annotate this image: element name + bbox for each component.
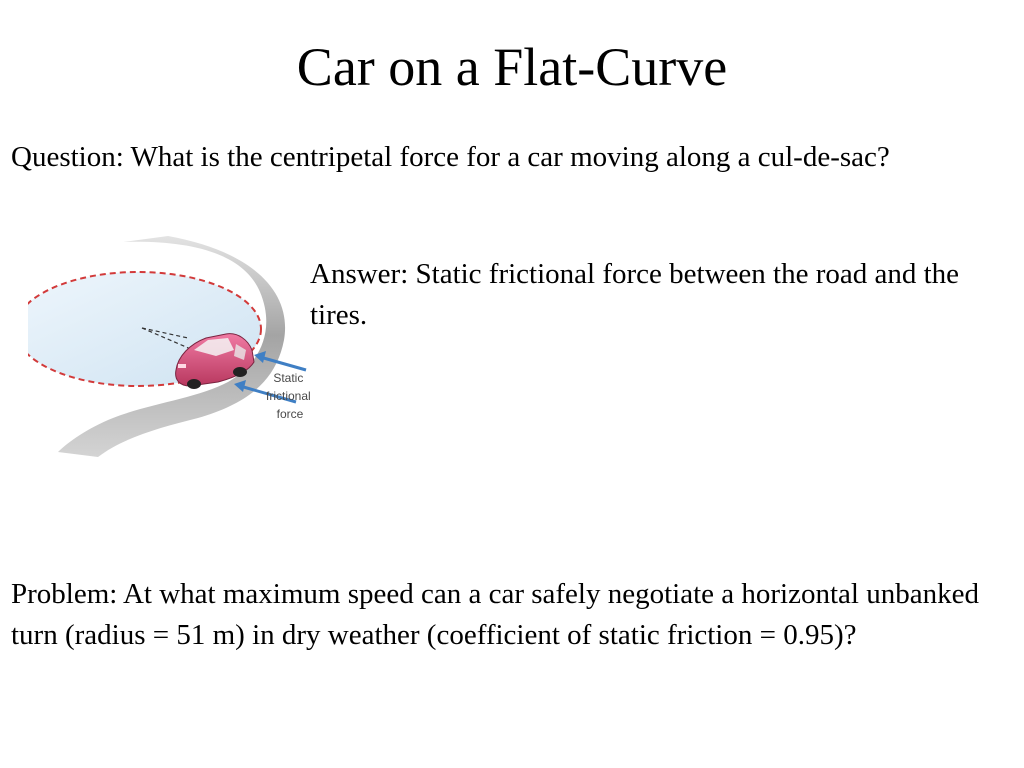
- answer-text: Answer: Static frictional force between the road and the tires.: [310, 258, 960, 331]
- force-label: [266, 371, 314, 421]
- car-curve-illustration: [28, 232, 328, 460]
- slide-title: Car on a Flat-Curve: [296, 37, 728, 97]
- force-label-line-3: force: [276, 407, 304, 421]
- problem-text: Problem: At what maximum speed can a car safely negotiate a horizontal unbanked turn (radius = 51 m) in dry weather (coefficient of static friction = 0.95)?: [11, 578, 979, 651]
- force-label-line-1: Static: [273, 371, 304, 385]
- force-label-line-2: frictional: [265, 389, 311, 403]
- question-text: Question: What is the centripetal force for a car moving along a cul-de-sac?: [11, 141, 890, 173]
